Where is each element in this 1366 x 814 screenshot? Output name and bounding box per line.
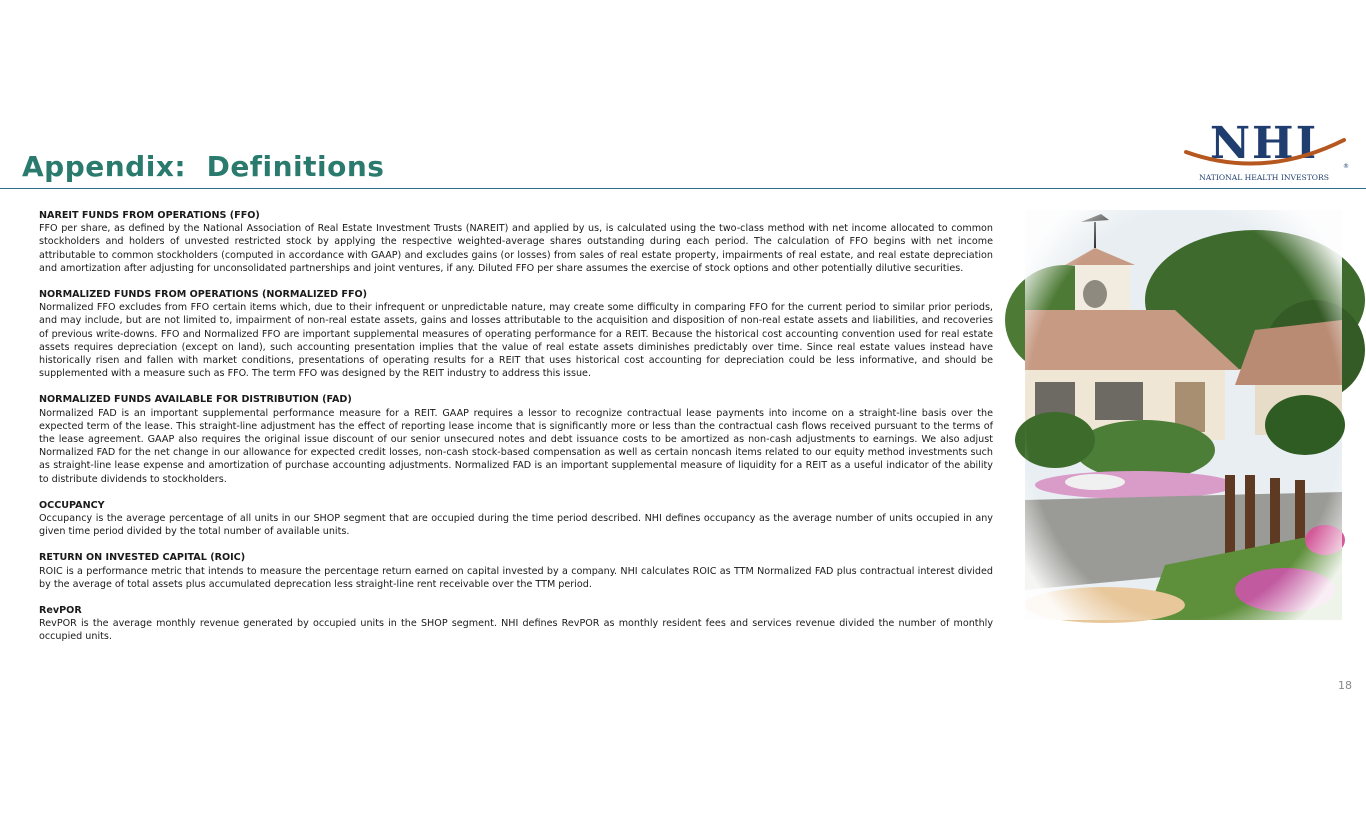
definition-section [39,209,993,275]
definition-section [39,551,993,591]
definition-text: Occupancy is the average percentage of all units in our SHOP segment that are occupied during the time period described. NHI defines occupancy as the average number of units occupied in any given time period divided by the total number of available units. [39,513,993,538]
slide-title: Appendix: Definitions [22,150,385,183]
definitions-body [39,209,993,657]
definition-heading: RevPOR [39,605,82,617]
logo-company-name: NATIONAL HEALTH INVESTORS [1199,173,1329,182]
definition-text: RevPOR is the average monthly revenue generated by occupied units in the SHOP segment. NHI defines RevPOR as monthly resident fees and services revenue divided the number of monthly occupied units. [39,618,993,643]
definition-heading: NORMALIZED FUNDS FROM OPERATIONS (NORMALIZED FFO) [39,289,368,301]
definition-heading: OCCUPANCY [39,499,105,511]
definition-heading: NORMALIZED FUNDS AVAILABLE FOR DISTRIBUTION (FAD) [39,394,352,406]
definition-text: Normalized FAD is an important supplemental performance measure for a REIT. GAAP requires a lessor to recognize contractual lease payments into income on a straight-line basis over the expected term of the lease. This straight-line adjustment has the effect of reporting lease income that is significantly more or less than the contractual cash flows received pursuant to the terms of the lease agreement. GAAP also requires the original issue discount of our senior unsecured notes and debt issuance costs to be amortized as non-cash adjustments to earnings. We also adjust Normalized FAD for the net change in our allowance for expected credit losses, non-cash stock-based compensation as well as certain noncash items related to our equity method investments such as straight-line lease expense and amortization of purchase accounting adjustments. Normalized FAD is an important supplemental measure of liquidity for a REIT as a useful indicator of the ability to distribute dividends to stockholders. [39,407,993,485]
definition-section [39,288,993,380]
definition-section [39,393,993,485]
definition-text: ROIC is a performance metric that intends to measure the percentage return earned on capital invested by a company. NHI calculates ROIC as TTM Normalized FAD plus contractual interest divided by the average of total assets plus accumulated deprecation less straight-line rent receivable over the TTM period. [39,565,993,590]
logo-registered-mark: ® [1343,163,1349,170]
page-number: 18 [1338,679,1352,692]
definition-heading: NAREIT FUNDS FROM OPERATIONS (FFO) [39,210,260,221]
definition-heading: RETURN ON INVESTED CAPITAL (ROIC) [39,552,246,564]
title-divider [0,188,1366,189]
definition-section [39,604,993,644]
logo-letters: NHI [1209,118,1319,169]
building-photo [1025,210,1342,620]
definition-text: FFO per share, as defined by the National Association of Real Estate Investment Trusts (NAREIT) and applied by us, is calculated using the two-class method with net income allocated to common stockholders and holders of unvested restricted stock by applying the respective weighted-average shares outstanding during each period. The calculation of FFO begins with net income attributable to common stockholders (computed in accordance with GAAP) and excludes gains (or losses) from sales of real estate property, impairments of real estate, and real estate depreciation and amortization after adjusting for unconsolidated partnerships and joint ventures, if any. Diluted FFO per share assumes the exercise of stock options and other potentially dilutive securities. [39,223,993,274]
company-logo [1180,118,1349,184]
definition-section [39,499,993,539]
definition-text: Normalized FFO excludes from FFO certain items which, due to their infrequent or unpredictable nature, may create some difficulty in comparing FFO for the current period to similar prior periods, and may include, but are not limited to, impairment of non-real estate assets, gains and losses attributable to the acquisition and disposition of non-real estate assets and liabilities, and recoveries of previous write-downs. FFO and Normalized FFO are important supplemental measures of operating performance for a REIT. Because the historical cost accounting convention used for real estate assets requires depreciation (except on land), such accounting presentation implies that the value of real estate assets diminishes predictably over time. Since real estate values instead have historically risen and fallen with market conditions, presentations of operating results for a REIT that uses historical cost accounting for depreciation could be less informative, and should be supplemented with a measure such as FFO. The term FFO was designed by the REIT industry to address this issue. [39,302,993,380]
